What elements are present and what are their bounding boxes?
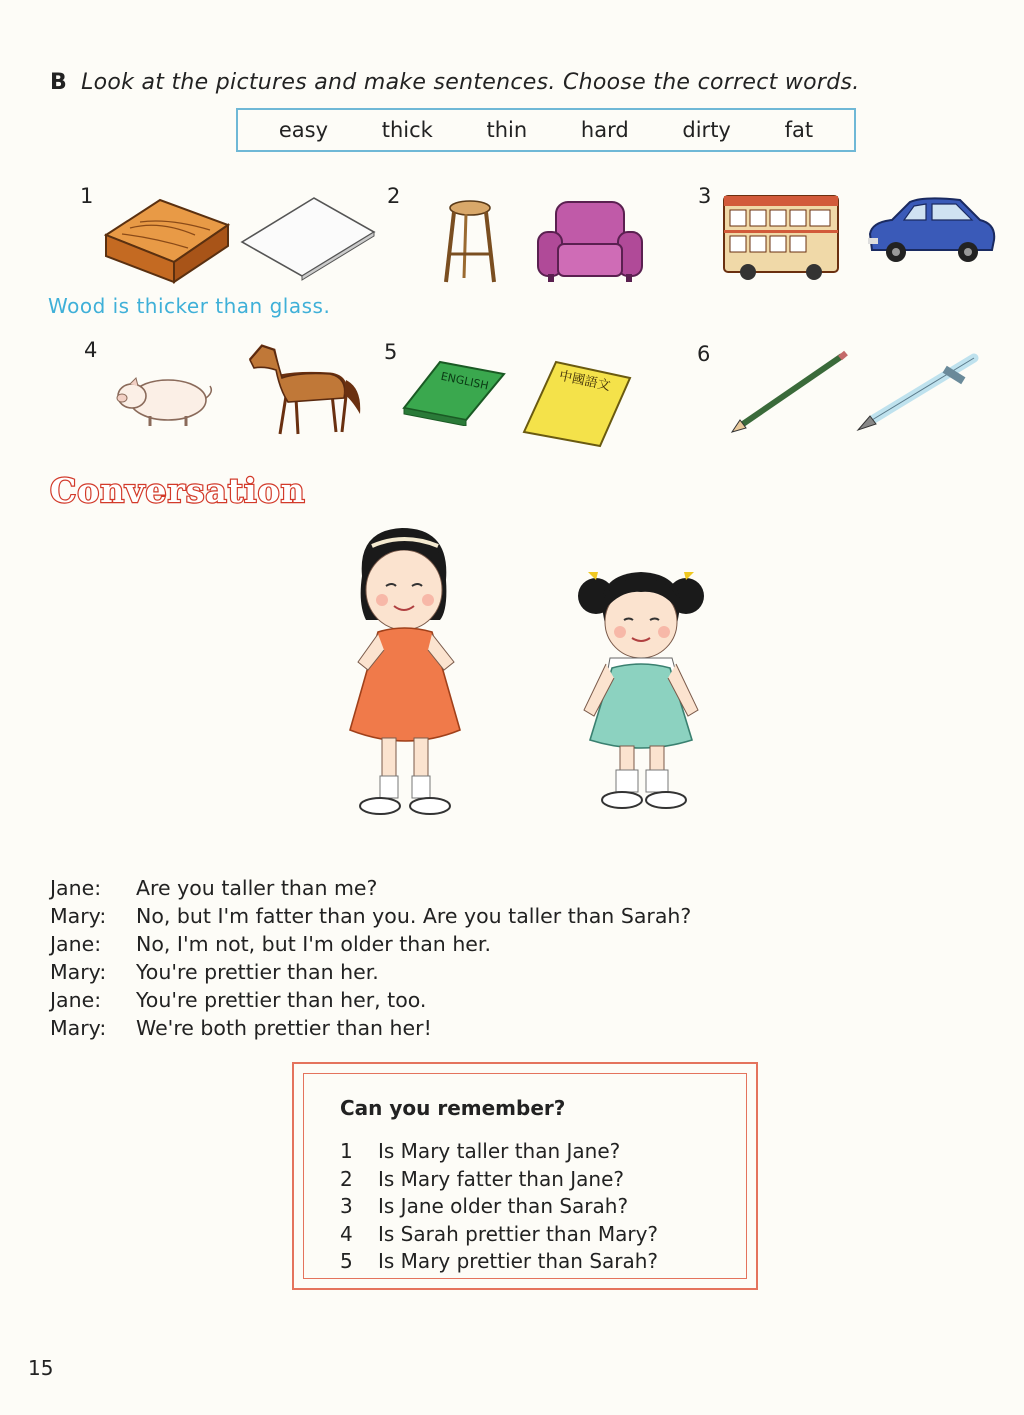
picture-number: 2: [387, 184, 401, 208]
speaker-name: Mary:: [50, 960, 107, 984]
dialogue-line: [50, 902, 691, 930]
remember-question-list: [340, 1138, 658, 1276]
chinese-book-label: 中國語文: [557, 368, 612, 395]
speaker-name: Jane:: [50, 876, 102, 900]
word-option: thick: [381, 118, 433, 142]
dialogue-text: No, I'm not, but I'm older than her.: [136, 932, 491, 956]
speaker-name: Mary:: [50, 904, 107, 928]
remember-question: [340, 1193, 658, 1221]
remember-question: [340, 1248, 658, 1276]
horse-image: [240, 340, 366, 440]
speaker-name: Jane:: [50, 932, 102, 956]
pig-image: [110, 370, 214, 430]
speaker-name: Jane:: [50, 988, 102, 1012]
dialogue-line: [50, 1014, 691, 1042]
dialogue-text: No, but I'm fatter than you. Are you taller than Sarah?: [136, 904, 692, 928]
dialogue-text: You're prettier than her.: [136, 960, 379, 984]
svg-text:Conversation: Conversation: [50, 471, 306, 510]
remember-question: [340, 1138, 658, 1166]
double-decker-bus-image: [718, 190, 844, 282]
wood-block-image: [100, 190, 235, 290]
question-text: Is Mary prettier than Sarah?: [378, 1249, 659, 1273]
picture-number: 1: [80, 184, 94, 208]
dialogue-line: [50, 874, 691, 902]
page-number: 15: [28, 1356, 54, 1380]
question-text: Is Mary taller than Jane?: [378, 1139, 621, 1163]
girl-orange-dress-illustration: [332, 520, 480, 830]
word-option: easy: [278, 118, 329, 142]
stool-image: [440, 198, 500, 288]
question-number: 1: [340, 1139, 353, 1163]
pen-image: [854, 350, 984, 432]
question-text: Is Mary fatter than Jane?: [378, 1166, 625, 1191]
pencil-image: [728, 348, 852, 434]
word-option: hard: [580, 118, 629, 142]
picture-number: 3: [698, 184, 712, 208]
question-number: 3: [340, 1194, 353, 1218]
dialogue-text: Are you taller than me?: [136, 876, 378, 900]
question-text: Is Sarah prettier than Mary?: [378, 1221, 659, 1246]
question-text: Is Jane older than Sarah?: [378, 1194, 629, 1218]
dialogue-text: You're prettier than her, too.: [136, 988, 427, 1012]
english-book-label: ENGLISH: [439, 369, 490, 393]
conversation-title: [46, 468, 376, 512]
word-option: thin: [486, 118, 528, 142]
armchair-image: [534, 198, 646, 284]
dialogue-line: [50, 958, 691, 986]
remember-question: [340, 1166, 658, 1194]
dialogue-line: [50, 930, 691, 958]
remember-inner-border: [303, 1073, 747, 1279]
picture-number: 4: [84, 338, 98, 362]
chinese-book-image: [520, 356, 632, 448]
remember-question: [340, 1221, 658, 1249]
girl-green-dress-illustration: [566, 560, 716, 826]
car-image: [864, 194, 1000, 270]
speaker-name: Mary:: [50, 1016, 107, 1040]
instruction-text: Look at the pictures and make sentences. Choose the correct words.: [81, 70, 860, 95]
english-book-image: [400, 356, 506, 426]
glass-sheet-image: [238, 192, 378, 282]
question-number: 2: [340, 1166, 353, 1191]
picture-number: 5: [384, 340, 398, 364]
word-option: dirty: [682, 118, 731, 142]
conversation-dialogue: [50, 874, 691, 1042]
exercise-instruction: [50, 70, 860, 95]
section-letter: B: [50, 70, 68, 95]
can-you-remember-box: [292, 1062, 758, 1290]
remember-title: Can you remember?: [340, 1096, 566, 1120]
dialogue-text: We're both prettier than her!: [136, 1016, 432, 1040]
question-number: 5: [340, 1249, 353, 1273]
example-sentence: Wood is thicker than glass.: [48, 294, 331, 318]
word-option: fat: [784, 118, 814, 142]
dialogue-line: [50, 986, 691, 1014]
picture-number: 6: [697, 342, 711, 366]
word-choice-box: [236, 108, 856, 152]
question-number: 4: [340, 1221, 353, 1246]
